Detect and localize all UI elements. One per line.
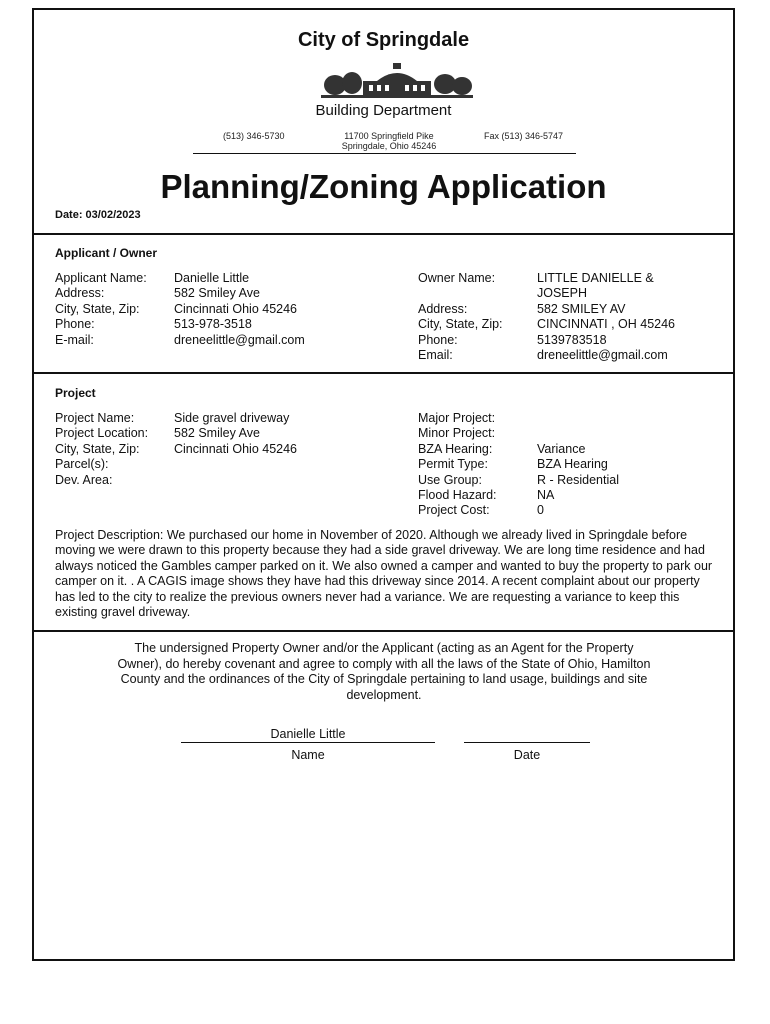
applicant-phone-value: 513-978-3518 (174, 317, 252, 332)
application-form (32, 8, 735, 961)
field-label: Phone: (418, 332, 458, 347)
dev-area-value (174, 473, 297, 488)
name-caption: Name (291, 748, 325, 762)
field-label: Major Project: (418, 411, 496, 425)
date-signature-line (464, 742, 590, 743)
project-right-labels (418, 411, 497, 519)
field-label: Minor Project: (418, 426, 496, 441)
project-name-value: Side gravel driveway (174, 411, 290, 425)
field-label: Project Cost: (418, 503, 490, 518)
field-label: BZA Hearing: (418, 441, 493, 456)
project-location-value: 582 Smiley Ave (174, 426, 260, 441)
field-label: Project Location: (55, 426, 149, 441)
field-label: Applicant Name: (55, 271, 147, 285)
flood-hazard-value: NA (537, 487, 555, 502)
declaration-text: The undersigned Property Owner and/or the Applicant (acting as an Agent for the Property Owner), do hereby covenant and agree to comply with all the laws of the State of Ohio, Hamilton County and the ordinances of the City of Springdale pertaining to land usage, buildings and site development. (117, 641, 651, 702)
section-divider (34, 630, 733, 632)
city-hall-logo (321, 59, 473, 101)
name-signature-line (181, 742, 435, 743)
field-label: Address: (55, 286, 105, 301)
signature-name-value: Danielle Little (270, 727, 346, 741)
applicant-labels (55, 271, 147, 348)
bza-hearing-value: Variance (537, 441, 586, 456)
field-label: Project Name: (55, 411, 135, 425)
applicant-section-heading: Applicant / Owner (55, 246, 158, 260)
permit-type-value: BZA Hearing (537, 457, 608, 472)
project-description: Project Description: We purchased our home in November of 2020. Although we already lived in Springdale before moving we were drawn to this property because they had a side gravel driveway. We are long time residence and had always noticed the Gambles camper parked on it. We also owned a camper and wanted to buy the property to park our camper on it. . A CAGIS image shows they have had this driveway since 2014. A recent complaint about our property has led to the city to realize the previous owners never had a variance. We are requesting a variance to keep this existing gravel driveway. (55, 528, 713, 620)
field-label: Address: (418, 301, 468, 316)
field-label: City, State, Zip: (418, 317, 503, 332)
applicant-address-value: 582 Smiley Ave (174, 286, 260, 301)
street-address: 11700 Springfield Pike (344, 131, 434, 141)
owner-address-value: 582 SMILEY AV (537, 301, 626, 316)
field-label (418, 286, 503, 301)
section-divider (34, 233, 733, 235)
major-project-value (537, 411, 619, 426)
field-label: Dev. Area: (55, 472, 113, 487)
field-label: City, State, Zip: (55, 441, 140, 456)
applicant-name-value: Danielle Little (174, 271, 250, 285)
phone-number: (513) 346-5730 (223, 131, 285, 141)
field-label: Parcel(s): (55, 457, 109, 472)
field-label: Flood Hazard: (418, 488, 497, 503)
field-label: Permit Type: (418, 457, 488, 472)
city-address: Springdale, Ohio 45246 (341, 141, 437, 151)
applicant-email-value: dreneelittle@gmail.com (174, 332, 305, 347)
field-label: Owner Name: (418, 271, 496, 285)
application-date: Date: 03/02/2023 (55, 209, 141, 221)
parcel-value (174, 457, 297, 472)
field-label: E-mail: (55, 332, 94, 347)
project-section-heading: Project (55, 386, 96, 400)
page-title: Planning/Zoning Application (160, 168, 607, 205)
owner-phone-value: 5139783518 (537, 332, 607, 347)
owner-labels (418, 271, 503, 363)
city-name: City of Springdale (297, 29, 470, 51)
field-label: City, State, Zip: (55, 301, 140, 316)
field-label: Use Group: (418, 472, 482, 487)
header-rule (193, 153, 576, 154)
project-city-value: Cincinnati Ohio 45246 (174, 441, 297, 456)
use-group-value: R - Residential (537, 472, 619, 487)
field-label: Email: (418, 348, 453, 363)
field-label: Phone: (55, 317, 95, 332)
project-right-values (537, 411, 619, 519)
fax-number: Fax (513) 346-5747 (484, 131, 564, 141)
owner-name-value-cont: JOSEPH (537, 286, 588, 301)
owner-email-value: dreneelittle@gmail.com (537, 348, 668, 363)
minor-project-value (537, 426, 619, 441)
project-cost-value: 0 (537, 503, 544, 518)
section-divider (34, 372, 733, 374)
owner-values (537, 271, 675, 363)
date-caption: Date (513, 748, 541, 762)
project-left-labels (55, 411, 148, 488)
applicant-city-value: Cincinnati Ohio 45246 (174, 301, 297, 316)
department-name: Building Department (315, 102, 452, 119)
owner-name-value: LITTLE DANIELLE & (537, 271, 654, 285)
project-left-values (174, 411, 297, 488)
applicant-values (174, 271, 305, 348)
owner-city-value: CINCINNATI , OH 45246 (537, 317, 676, 332)
